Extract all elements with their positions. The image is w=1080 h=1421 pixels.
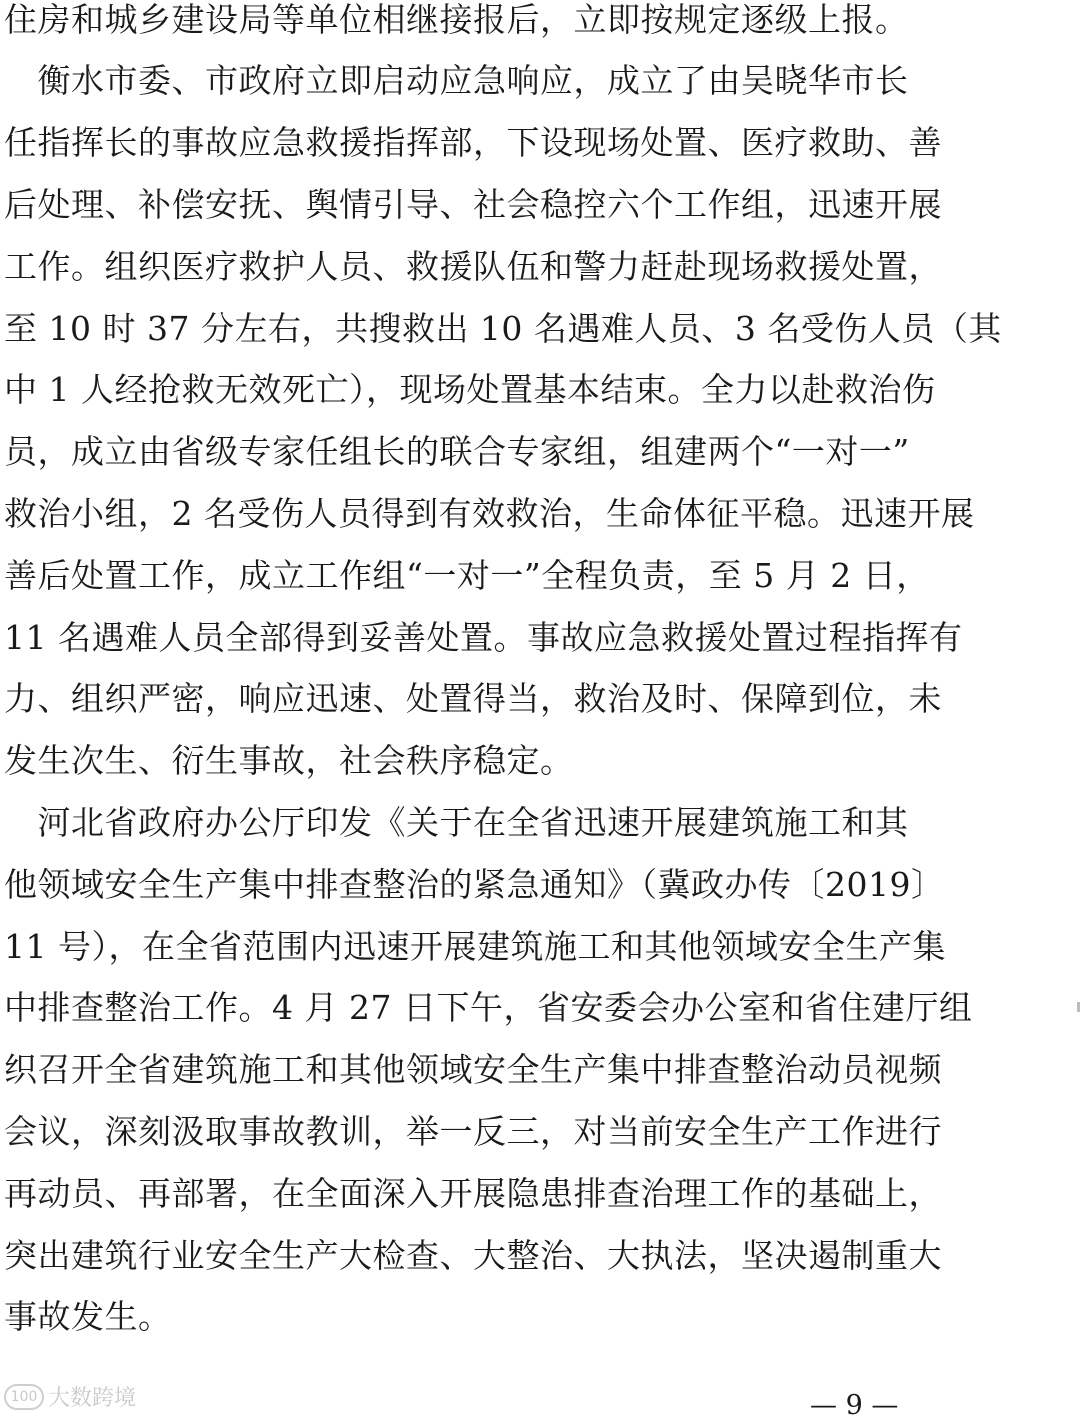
watermark — [4, 1381, 136, 1412]
text-line: 发生次生、衍生事故，社会秩序稳定。 — [4, 741, 574, 780]
text-line: 突出建筑行业安全生产大检查、大整治、大执法，坚决遏制重大 — [4, 1236, 942, 1275]
text-line: 至 10 时 37 分左右，共搜救出 10 名遇难人员、3 名受伤人员（其 — [4, 309, 1002, 348]
text-line: 中排查整治工作。4 月 27 日下午，省安委会办公室和省住建厅组 — [4, 988, 973, 1027]
watermark-text: 大数跨境 — [48, 1386, 137, 1411]
text-line: 会议，深刻汲取事故教训，举一反三，对当前安全生产工作进行 — [4, 1112, 942, 1151]
watermark-logo-icon: 100 — [4, 1384, 44, 1410]
text-line: 任指挥长的事故应急救援指挥部，下设现场处置、医疗救助、善 — [4, 123, 942, 162]
text-line: 他领域安全生产集中排查整治的紧急通知》（冀政办传〔2019〕 — [4, 865, 945, 904]
text-line: 力、组织严密，响应迅速、处置得当，救治及时、保障到位，未 — [4, 679, 942, 718]
text-line: 后处理、补偿安抚、舆情引导、社会稳控六个工作组，迅速开展 — [4, 185, 942, 224]
text-line: 再动员、再部署，在全面深入开展隐患排查治理工作的基础上， — [4, 1174, 942, 1213]
text-line: 河北省政府办公厅印发《关于在全省迅速开展建筑施工和其 — [4, 803, 909, 842]
text-line: 工作。组织医疗救护人员、救援队伍和警力赶赴现场救援处置， — [4, 247, 942, 286]
text-line: 11 号），在全省范围内迅速开展建筑施工和其他领域安全生产集 — [4, 927, 946, 966]
text-line: 织召开全省建筑施工和其他领域安全生产集中排查整治动员视频 — [4, 1050, 942, 1089]
text-line: 救治小组，2 名受伤人员得到有效救治，生命体征平稳。迅速开展 — [4, 494, 975, 533]
text-line: 中 1 人经抢救无效死亡），现场处置基本结束。全力以赴救治伤 — [4, 370, 936, 409]
text-line: 员，成立由省级专家任组长的联合专家组，组建两个“一对一” — [4, 432, 910, 471]
text-line: 衡水市委、市政府立即启动应急响应，成立了由吴晓华市长 — [4, 61, 909, 100]
text-line: 住房和城乡建设局等单位相继接报后，立即按规定逐级上报。 — [4, 0, 909, 39]
text-line: 11 名遇难人员全部得到妥善处置。事故应急救援处置过程指挥有 — [4, 618, 963, 657]
text-line: 事故发生。 — [4, 1297, 172, 1336]
text-line: 善后处置工作，成立工作组“一对一”全程负责，至 5 月 2 日， — [4, 556, 930, 595]
page-number: — 9 — — [810, 1390, 899, 1421]
